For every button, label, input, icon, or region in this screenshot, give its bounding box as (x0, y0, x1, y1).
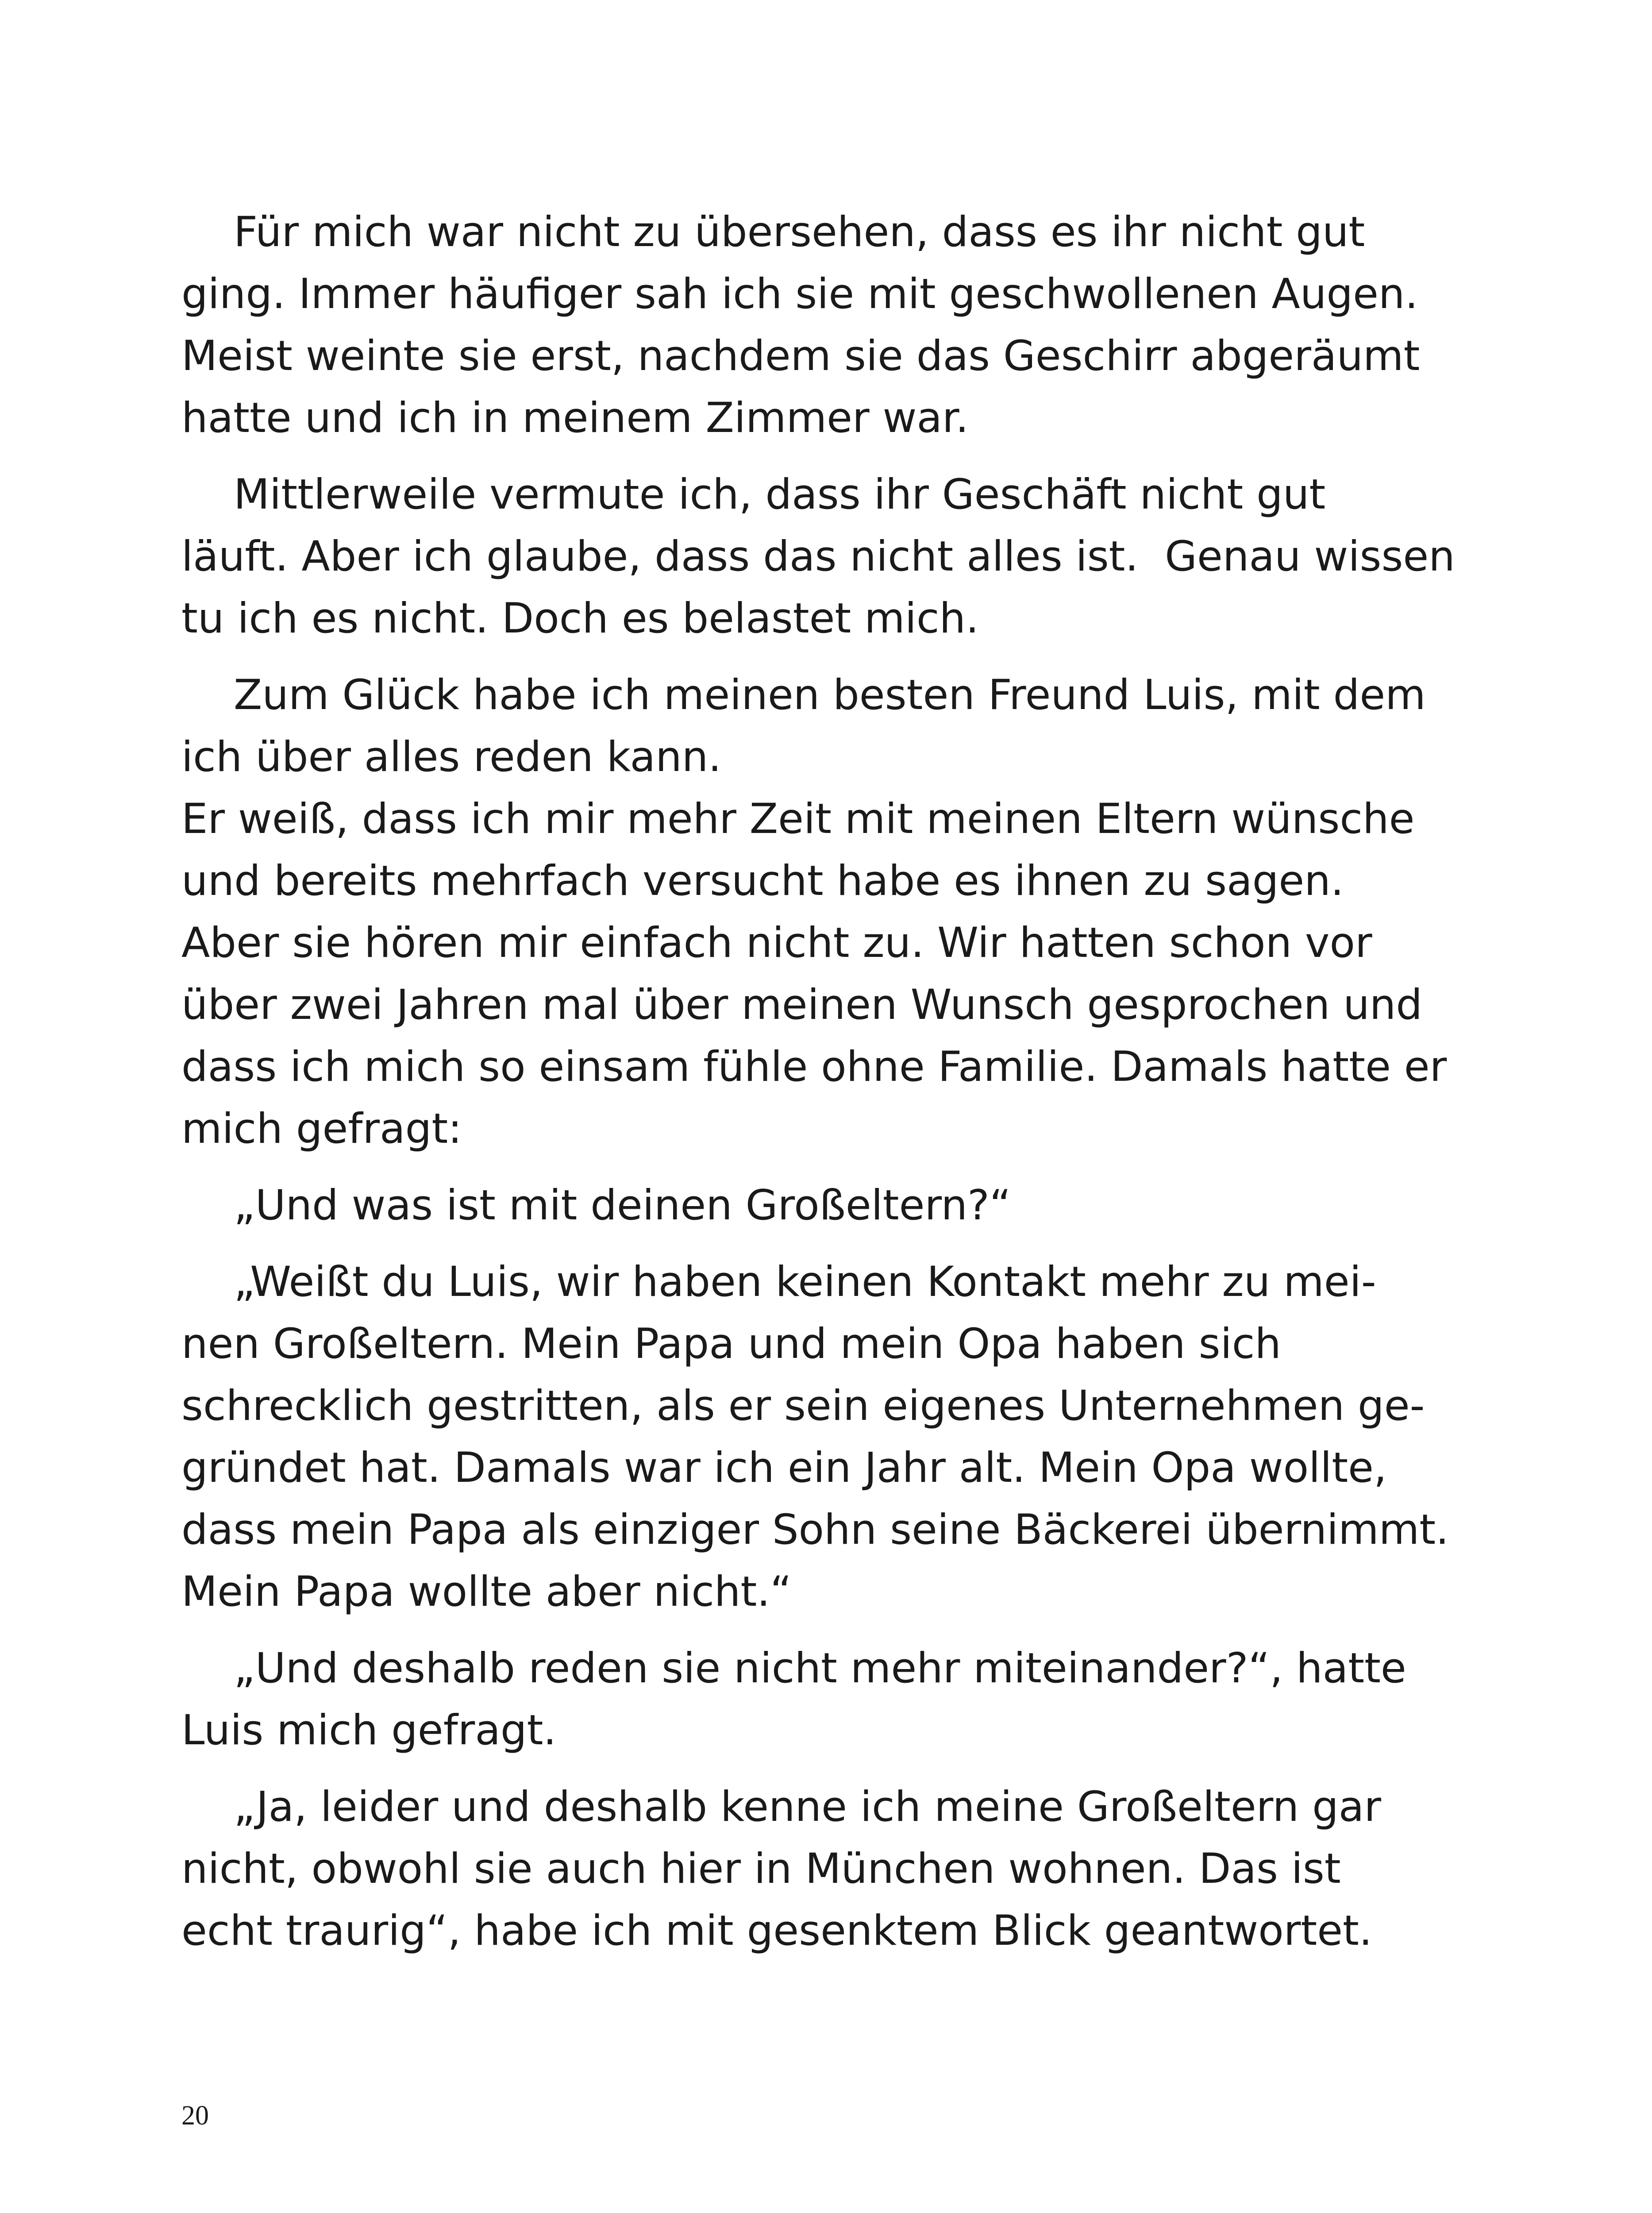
text-line: „Und deshalb reden sie nicht mehr miteinander?“, hatte (234, 1644, 1406, 1693)
paragraph (181, 464, 1456, 650)
text-line: tu ich es nicht. Doch es belastet mich. (181, 594, 979, 643)
text-line: hatte und ich in meinem Zimmer war. (181, 394, 969, 442)
text-line: Mittlerweile vermute ich, dass ihr Geschäft nicht gut (234, 470, 1326, 519)
text-line: schrecklich gestritten, als er sein eigenes Unternehmen ge- (181, 1382, 1425, 1430)
paragraph (181, 1175, 1456, 1237)
text-line: mich gefragt: (181, 1105, 462, 1153)
paragraph (181, 664, 1456, 1160)
text-line: läuft. Aber ich glaube, dass das nicht alles ist. Genau wissen (181, 532, 1455, 581)
body-text (181, 201, 1456, 1977)
text-line: und bereits mehrfach versucht habe es ihnen zu sagen. (181, 857, 1344, 905)
text-line: dass mein Papa als einziger Sohn seine Bäckerei übernimmt. (181, 1506, 1449, 1554)
page-number: 20 (181, 2101, 209, 2131)
text-line: ich über alles reden kann. (181, 733, 722, 781)
text-line: „Weißt du Luis, wir haben keinen Kontakt mehr zu mei- (234, 1258, 1376, 1306)
paragraph (181, 1251, 1456, 1623)
text-line: „Ja, leider und deshalb kenne ich meine Großeltern gar (234, 1783, 1382, 1831)
text-line: nen Großeltern. Mein Papa und mein Opa haben sich (181, 1320, 1281, 1368)
text-line: „Und was ist mit deinen Großeltern?“ (234, 1181, 1011, 1230)
paragraph (181, 201, 1456, 449)
text-line: über zwei Jahren mal über meinen Wunsch gesprochen und (181, 981, 1423, 1029)
text-line: nicht, obwohl sie auch hier in München wohnen. Das ist (181, 1845, 1341, 1893)
text-line: Für mich war nicht zu übersehen, dass es ihr nicht gut (234, 208, 1365, 256)
text-line: echt traurig“, habe ich mit gesenktem Blick geantwortet. (181, 1907, 1372, 1955)
text-line: gründet hat. Damals war ich ein Jahr alt. Mein Opa wollte, (181, 1444, 1387, 1492)
paragraph (181, 1638, 1456, 1762)
text-line: dass ich mich so einsam fühle ohne Familie. Damals hatte er (181, 1043, 1447, 1091)
text-line: Er weiß, dass ich mir mehr Zeit mit meinen Eltern wünsche (181, 795, 1415, 843)
text-line: Luis mich gefragt. (181, 1706, 557, 1754)
paragraph (181, 1776, 1456, 1962)
text-line: Aber sie hören mir einfach nicht zu. Wir hatten schon vor (181, 919, 1372, 967)
text-line: Zum Glück habe ich meinen besten Freund Luis, mit dem (234, 671, 1426, 719)
text-line: Meist weinte sie erst, nachdem sie das Geschirr abgeräumt (181, 332, 1420, 380)
text-line: ging. Immer häufiger sah ich sie mit geschwollenen Augen. (181, 270, 1418, 318)
text-line: Mein Papa wollte aber nicht.“ (181, 1568, 792, 1616)
